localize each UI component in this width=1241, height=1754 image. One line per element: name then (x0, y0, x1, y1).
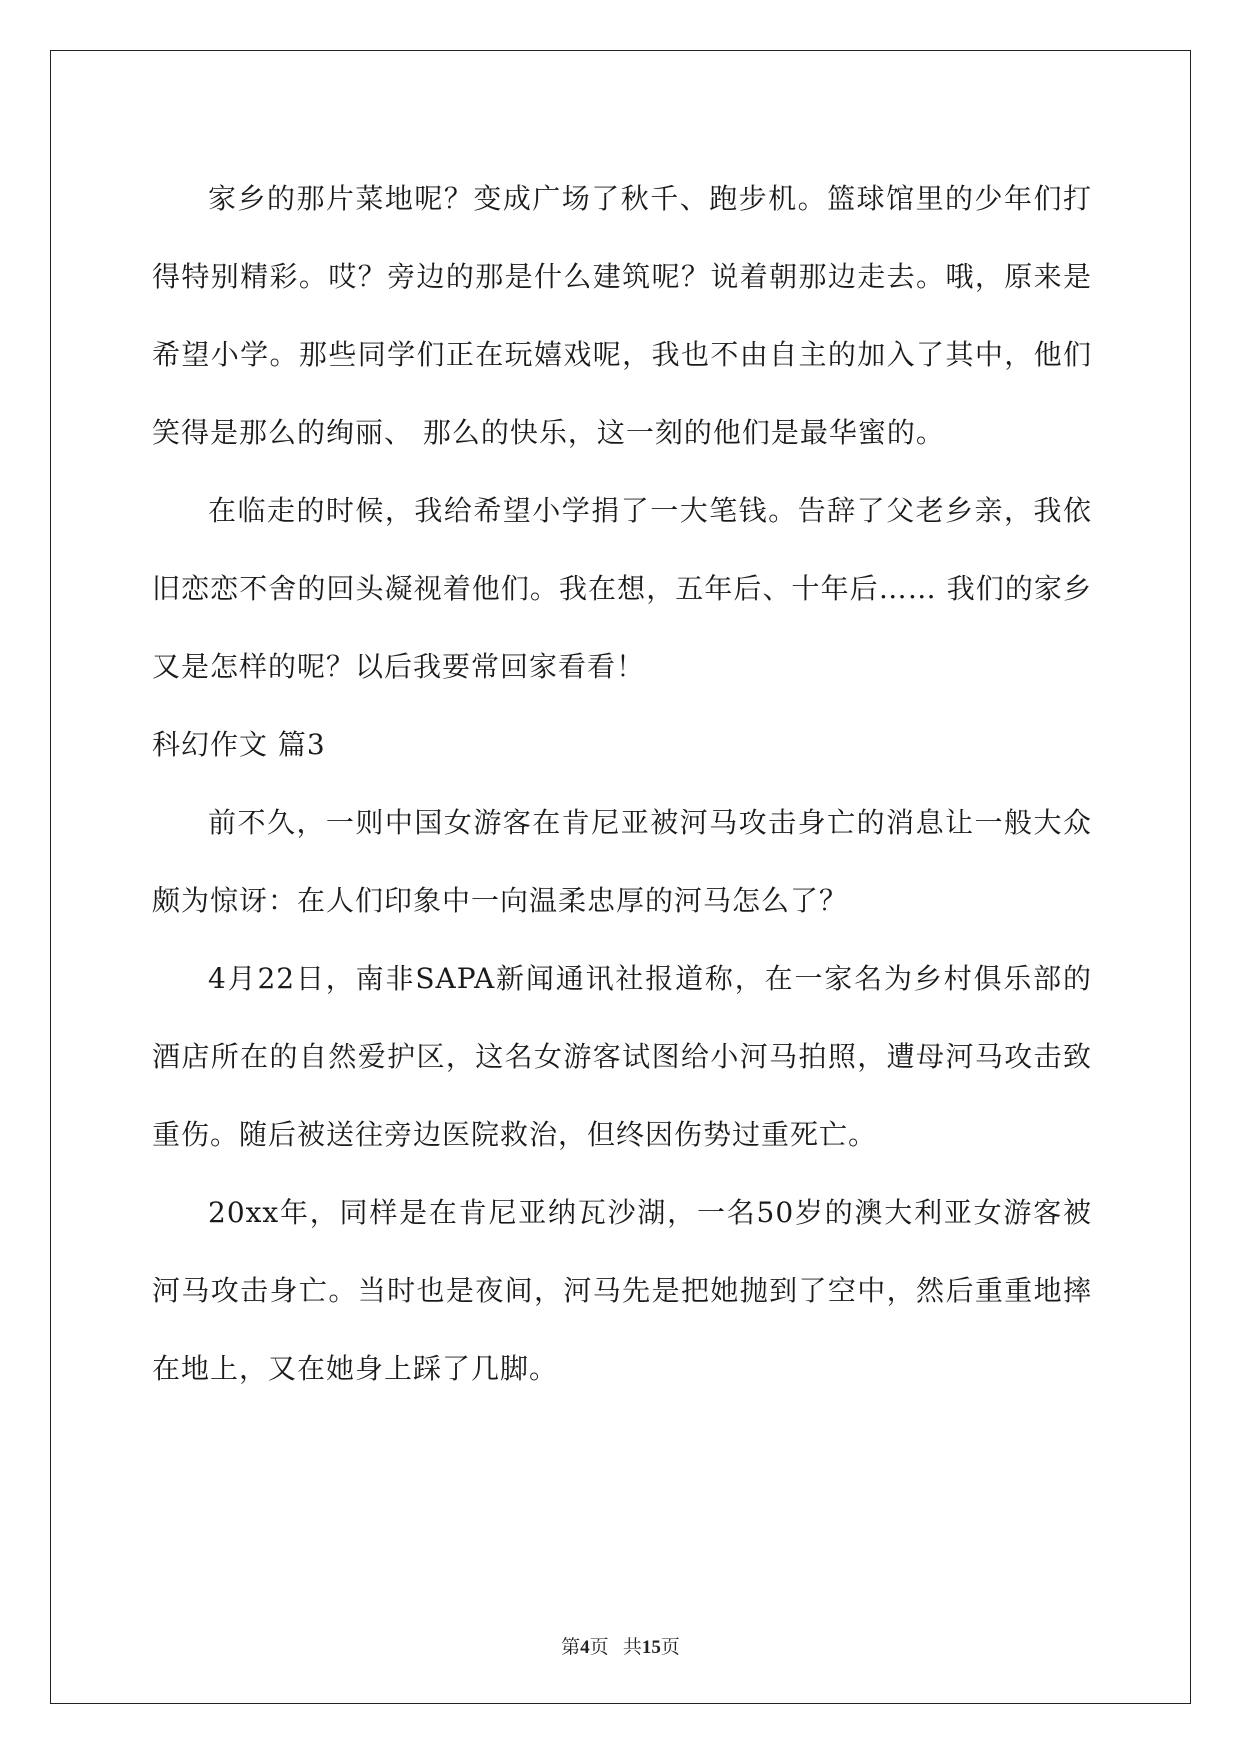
footer-page-number: 4 (580, 1637, 590, 1658)
paragraph: 在临走的时候，我给希望小学捐了一大笔钱。告辞了父老乡亲，我依旧恋恋不舍的回头凝视着他们。我在想，五年后、十年后…… 我们的家乡又是怎样的呢？以后我要常回家看看！ (152, 494, 1092, 683)
footer-page-suffix: 页 (589, 1637, 609, 1658)
footer-page-prefix: 第 (561, 1637, 581, 1658)
paragraph: 20xx年，同样是在肯尼亚纳瓦沙湖，一名50岁的澳大利亚女游客被河马攻击身亡。当时也是夜间，河马先是把她抛到了空中，然后重重地摔在地上，又在她身上踩了几脚。 (152, 1196, 1092, 1385)
footer-total-suffix: 页 (660, 1637, 680, 1658)
page-footer (0, 1632, 1241, 1659)
footer-total-number: 15 (641, 1637, 661, 1658)
paragraph: 家乡的那片菜地呢？变成广场了秋千、跑步机。篮球馆里的少年们打得特别精彩。哎？旁边的那是什么建筑呢？说着朝那边走去。哦，原来是希望小学。那些同学们正在玩嬉戏呢，我也不由自主的加入了其中，他们笑得是那么的绚丽、 那么的快乐，这一刻的他们是最华蜜的。 (152, 182, 1092, 449)
document-body (152, 160, 1092, 1408)
paragraph: 前不久，一则中国女游客在肯尼亚被河马攻击身亡的消息让一般大众颇为惊讶：在人们印象中一向温柔忠厚的河马怎么了？ (152, 806, 1092, 917)
section-heading: 科幻作文 篇3 (152, 728, 326, 761)
footer-total-prefix: 共 (622, 1637, 642, 1658)
paragraph: 4月22日，南非SAPA新闻通讯社报道称，在一家名为乡村俱乐部的酒店所在的自然爱护区，这名女游客试图给小河马拍照，遭母河马攻击致重伤。随后被送往旁边医院救治，但终因伤势过重死亡。 (152, 962, 1092, 1151)
